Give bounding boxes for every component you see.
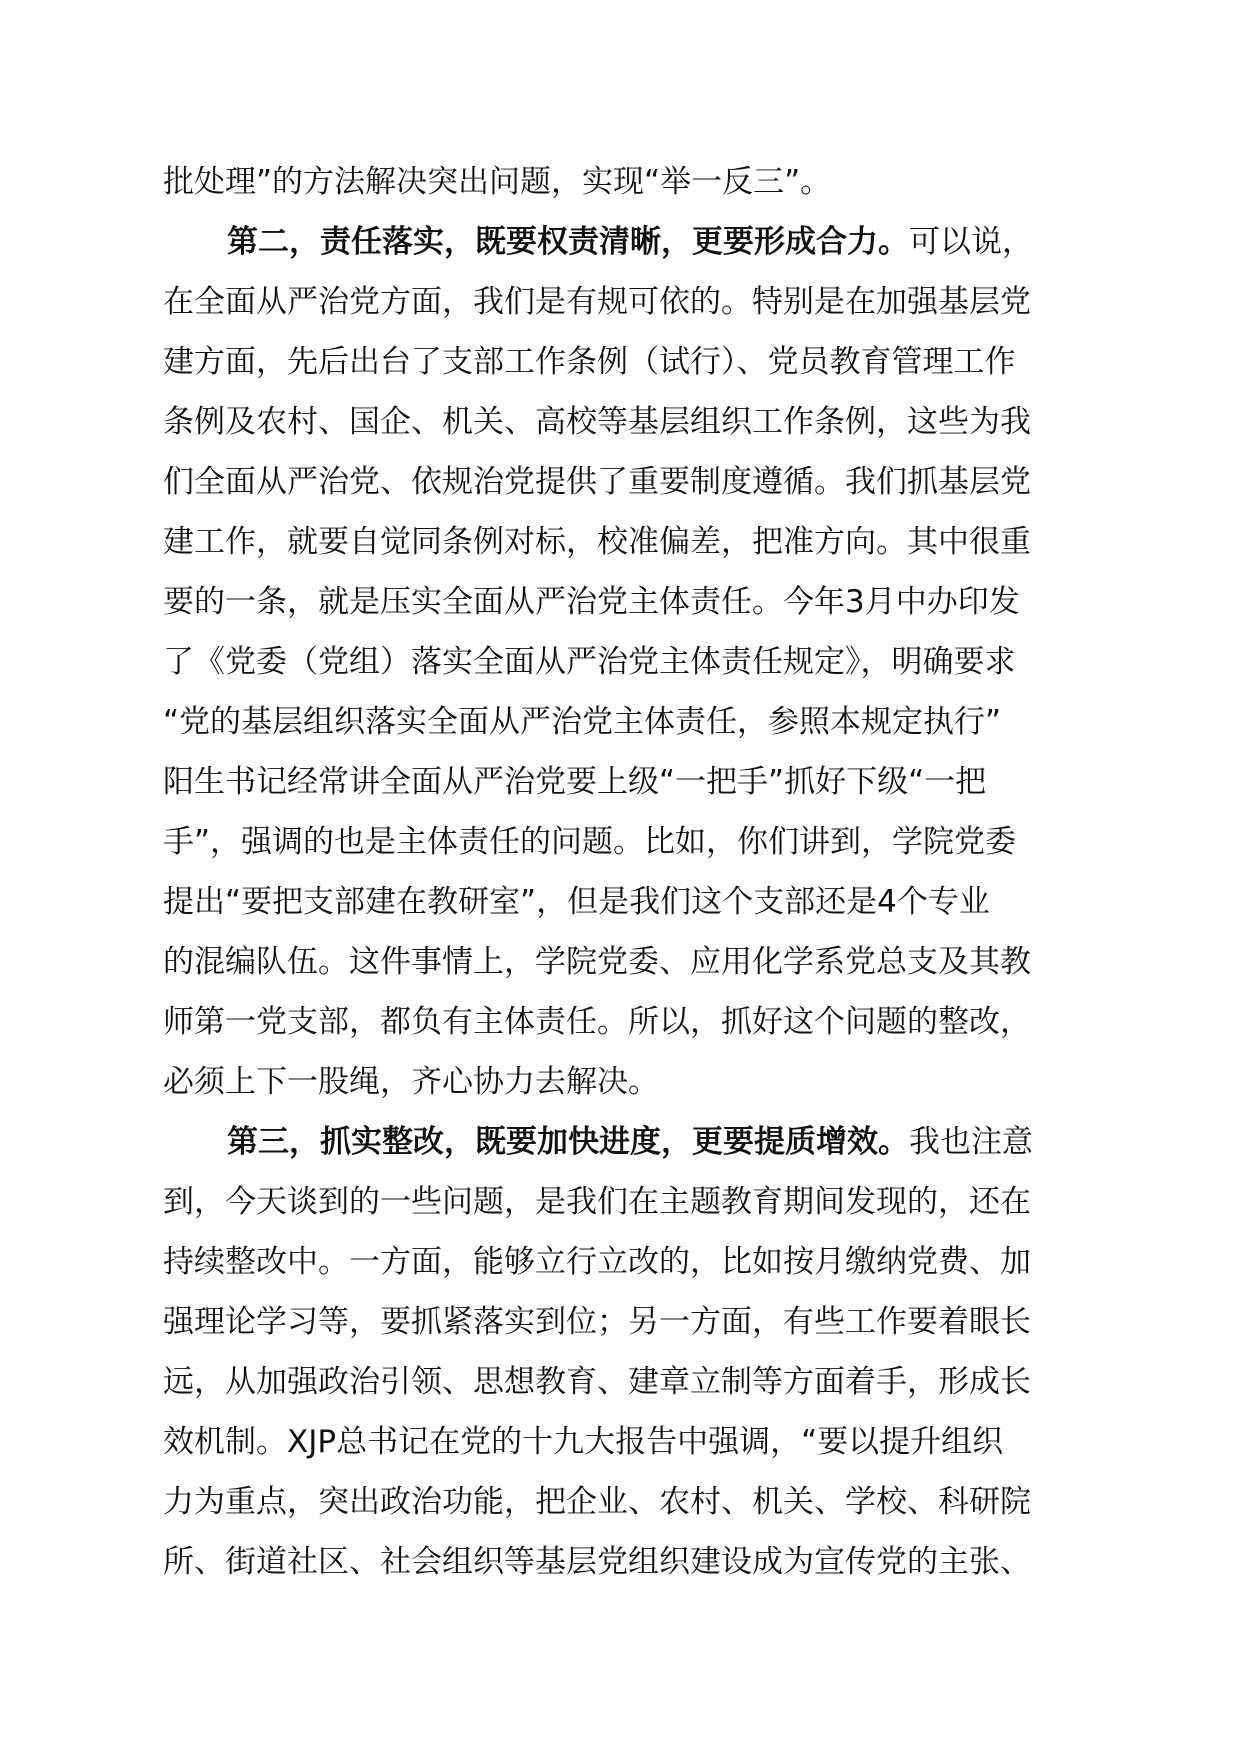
text-segment: 了《党委（党组）落实全面从严治党主体责任规定》，明确要求 [163, 644, 1016, 680]
text-segment: 持续整改中。一方面，能够立行立改的，比如按月缴纳党费、加 [163, 1244, 1031, 1280]
text-segment: 必须上下一股绳，齐心协力去解决。 [163, 1064, 659, 1100]
text-segment: 们全面从严治党、依规治党提供了重要制度遵循。我们抓基层党 [163, 464, 1031, 500]
text-line [163, 692, 1123, 752]
text-segment: 批处理”的方法解决突出问题，实现“举一反三”。 [163, 164, 832, 200]
text-segment: “党的基层组织落实全面从严治党主体责任，参照本规定执行” [163, 704, 1002, 740]
text-line [163, 272, 1123, 332]
text-segment: 条例及农村、国企、机关、高校等基层组织工作条例，这些为我 [163, 404, 1031, 440]
text-segment: 师第一党支部，都负有主体责任。所以，抓好这个问题的整改， [163, 1004, 1031, 1040]
text-line [163, 1052, 1123, 1112]
text-segment: 在全面从严治党方面，我们是有规可依的。特别是在加强基层党 [163, 284, 1031, 320]
bold-lead-phrase: 第二，责任落实，既要权责清晰，更要形成合力。 [227, 224, 909, 260]
text-line [163, 1172, 1123, 1232]
text-line [163, 1292, 1123, 1352]
text-segment: 效机制。XJP总书记在党的十九大报告中强调，“要以提升组织 [163, 1424, 1004, 1460]
text-segment: 要的一条，就是压实全面从严治党主体责任。今年3月中办印发 [163, 584, 1020, 620]
text-line [163, 1352, 1123, 1412]
text-line [163, 392, 1123, 452]
text-segment: 手”，强调的也是主体责任的问题。比如，你们讲到，学院党委 [163, 824, 1017, 860]
paragraph-start-line [163, 212, 1123, 272]
text-segment: 的混编队伍。这件事情上，学院党委、应用化学系党总支及其教 [163, 944, 1031, 980]
text-line [163, 992, 1123, 1052]
text-line [163, 872, 1123, 932]
text-segment: 远，从加强政治引领、思想教育、建章立制等方面着手，形成长 [163, 1364, 1031, 1400]
text-line [163, 632, 1123, 692]
text-segment: 我也注意 [909, 1124, 1033, 1160]
text-segment: 阳生书记经常讲全面从严治党要上级“一把手”抓好下级“一把 [163, 764, 987, 800]
text-line [163, 812, 1123, 872]
text-line [163, 572, 1123, 632]
text-line [163, 512, 1123, 572]
text-segment: 提出“要把支部建在教研室”，但是我们这个支部还是4个专业 [163, 884, 990, 920]
paragraph-start-line [163, 1112, 1123, 1172]
text-segment: 可以说， [909, 224, 1033, 260]
bold-lead-phrase: 第三，抓实整改，既要加快进度，更要提质增效。 [227, 1124, 909, 1160]
text-line [163, 1232, 1123, 1292]
text-line [163, 752, 1123, 812]
text-segment: 建工作，就要自觉同条例对标，校准偏差，把准方向。其中很重 [163, 524, 1031, 560]
text-line [163, 452, 1123, 512]
body-text [163, 152, 1123, 1592]
text-line [163, 1472, 1123, 1532]
text-line [163, 332, 1123, 392]
text-segment: 建方面，先后出台了支部工作条例（试行）、党员教育管理工作 [163, 344, 1016, 380]
text-segment: 到，今天谈到的一些问题，是我们在主题教育期间发现的，还在 [163, 1184, 1031, 1220]
text-line [163, 1412, 1123, 1472]
text-line [163, 1532, 1123, 1592]
text-segment: 强理论学习等，要抓紧落实到位；另一方面，有些工作要着眼长 [163, 1304, 1031, 1340]
text-segment: 力为重点，突出政治功能，把企业、农村、机关、学校、科研院 [163, 1484, 1031, 1520]
text-line [163, 932, 1123, 992]
text-segment: 所、街道社区、社会组织等基层党组织建设成为宣传党的主张、 [163, 1544, 1031, 1580]
text-line [163, 152, 1123, 212]
